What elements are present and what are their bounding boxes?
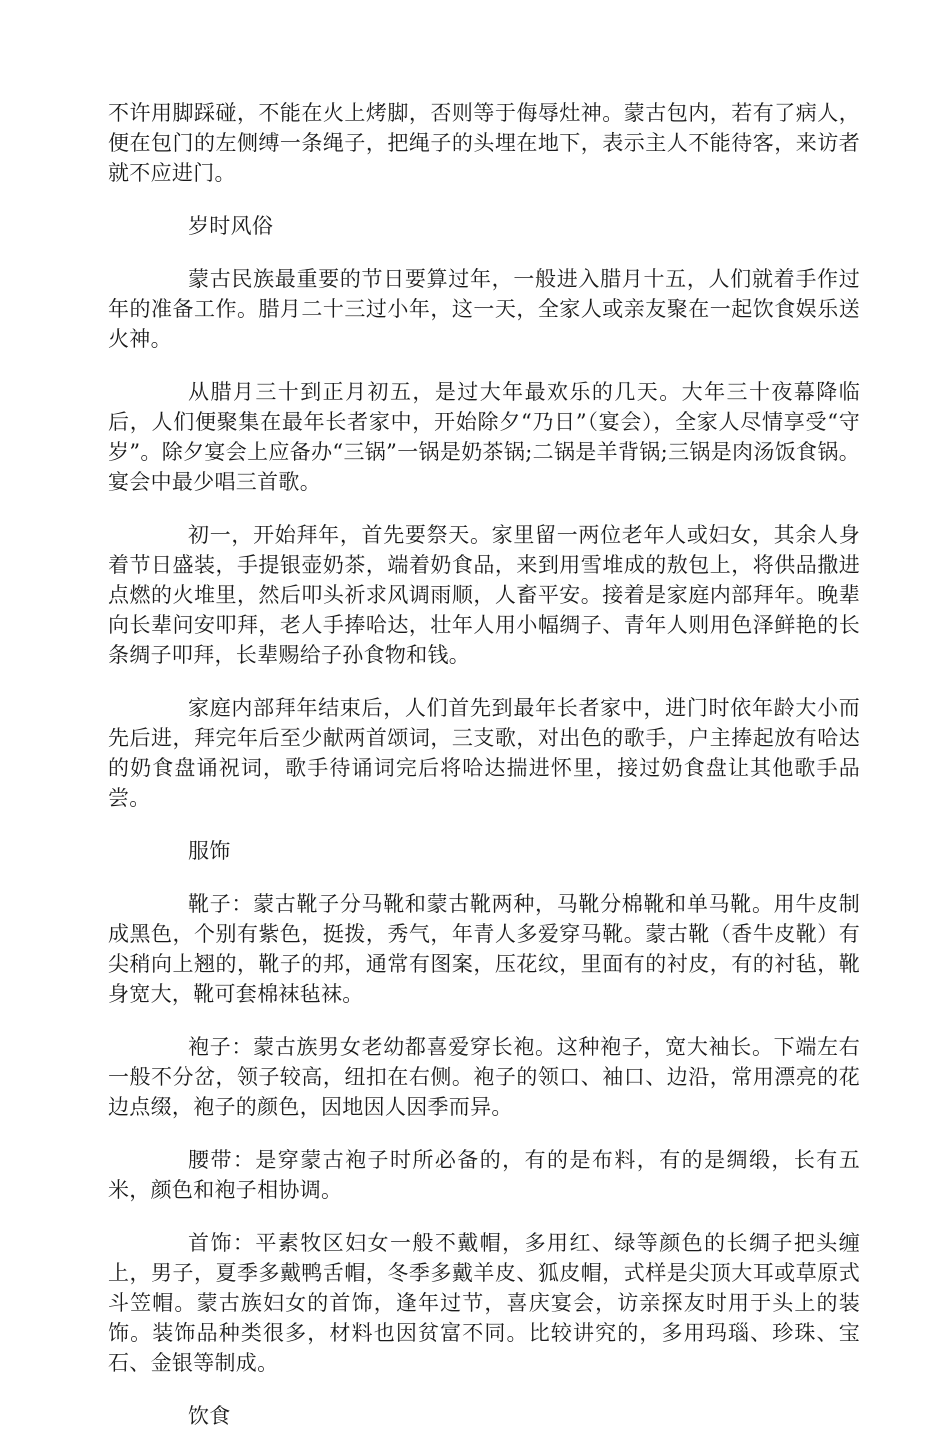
paragraph-belt: 腰带：是穿蒙古袍子时所必备的，有的是布料，有的是绸缎，长有五米，颜色和袍子相协调。 [108, 1148, 860, 1202]
paragraph-headwear: 首饰：平素牧区妇女一般不戴帽，多用红、绿等颜色的长绸子把头缠上，男子，夏季多戴鸭舌帽，冬季多戴羊皮、狐皮帽，式样是尖顶大耳或草原式斗笠帽。蒙古族妇女的首饰，逢年过节，喜庆宴会，访亲探友时用于头上的装饰。装饰品种类很多，材料也因贫富不同。比较讲究的，多用玛瑙、珍珠、宝石、金银等制成。 [108, 1231, 860, 1375]
paragraph-boots: 靴子：蒙古靴子分马靴和蒙古靴两种，马靴分棉靴和单马靴。用牛皮制成黑色，个别有紫色，挺拨，秀气，年青人多爱穿马靴。蒙古靴（香牛皮靴）有尖稍向上翘的，靴子的邦，通常有图案，压花纹，里面有的衬皮，有的衬毡，靴身宽大，靴可套棉袜毡袜。 [108, 892, 860, 1006]
paragraph-robes: 袍子：蒙古族男女老幼都喜爱穿长袍。这种袍子，宽大袖长。下端左右一般不分岔，领子较高，纽扣在右侧。袍子的领口、袖口、边沿，常用漂亮的花边点缀，袍子的颜色，因地因人因季而异。 [108, 1035, 860, 1119]
paragraph-visiting-elders: 家庭内部拜年结束后，人们首先到最年长者家中，进门时依年龄大小而先后进，拜完年后至少献两首颂词，三支歌，对出色的歌手，户主捧起放有哈达的奶食盘诵祝词，歌手待诵词完后将哈达揣进怀里，接过奶食盘让其他歌手品尝。 [108, 696, 860, 810]
section-heading-clothing: 服饰 [188, 839, 231, 863]
paragraph-new-year-preparation: 蒙古民族最重要的节日要算过年，一般进入腊月十五，人们就着手作过年的准备工作。腊月二十三过小年，这一天，全家人或亲友聚在一起饮食娱乐送火神。 [108, 267, 860, 351]
paragraph-first-day-greeting: 初一，开始拜年，首先要祭天。家里留一两位老年人或妇女，其余人身着节日盛装，手提银壶奶茶，端着奶食品，来到用雪堆成的敖包上，将供品撒进点燃的火堆里，然后叩头祈求风调雨顺，人畜平安。接着是家庭内部拜年。晚辈向长辈问安叩拜，老人手捧哈达，壮年人用小幅绸子、青年人则用色泽鲜艳的长条绸子叩拜，长辈赐给子孙食物和钱。 [108, 523, 860, 667]
section-heading-seasonal-customs: 岁时风俗 [188, 214, 274, 238]
paragraph-new-year-eve: 从腊月三十到正月初五，是过大年最欢乐的几天。大年三十夜幕降临后，人们便聚集在最年长者家中，开始除夕“乃日”（宴会），全家人尽情享受“守岁”。除夕宴会上应备办“三锅”一锅是奶茶锅;二锅是羊背锅;三锅是肉汤饭食锅。宴会中最少唱三首歌。 [108, 380, 860, 494]
paragraph-continued: 不许用脚踩碰，不能在火上烤脚，否则等于侮辱灶神。蒙古包内，若有了病人，便在包门的左侧缚一条绳子，把绳子的头埋在地下，表示主人不能待客，来访者就不应进门。 [108, 101, 860, 185]
document-body [108, 98, 860, 1454]
section-heading-diet: 饮食 [188, 1404, 231, 1428]
